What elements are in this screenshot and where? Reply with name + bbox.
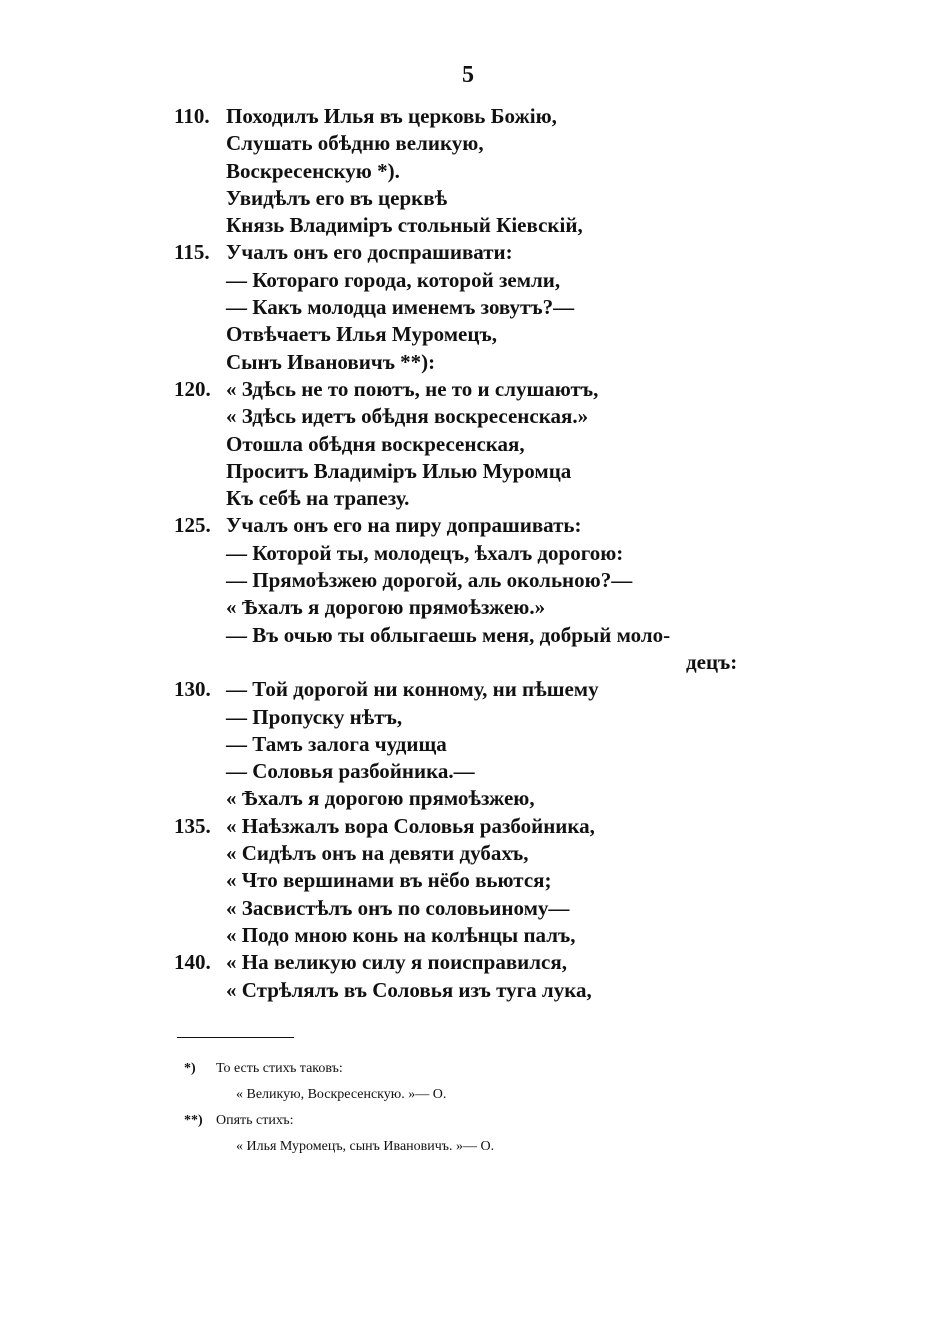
verse-text: « Что вершинами въ нёбо вьются; bbox=[226, 868, 552, 893]
verse-text: « Наѣзжалъ вора Соловья разбойника, bbox=[226, 813, 595, 838]
verse-line bbox=[0, 785, 936, 812]
verse-text: « Здѣсь идетъ обѣдня воскресенская.» bbox=[226, 404, 589, 429]
verse-text: « Ѣхалъ я дорогою прямоѣзжею.» bbox=[226, 595, 546, 620]
verse-line bbox=[0, 103, 936, 130]
footnote-rule bbox=[177, 1037, 294, 1038]
verse-line bbox=[0, 977, 936, 1004]
verse-number: 130. bbox=[174, 677, 211, 702]
verse-text: Учалъ онъ его доспрашивати: bbox=[226, 240, 513, 265]
verse-line bbox=[0, 922, 936, 949]
verse-line bbox=[0, 895, 936, 922]
verse-line bbox=[0, 540, 936, 567]
verse-line bbox=[0, 185, 936, 212]
verse-text: « Сидѣлъ онъ на девяти дубахъ, bbox=[226, 841, 529, 866]
footnote-2-label: Опять стихъ: bbox=[216, 1113, 294, 1128]
footnote-1-mark: *) bbox=[184, 1061, 196, 1076]
verse-line bbox=[0, 349, 936, 376]
verse-line bbox=[0, 949, 936, 976]
verse-text: — Соловья разбойника.— bbox=[226, 759, 475, 784]
verse-line bbox=[0, 485, 936, 512]
verse-text: Слушать обѣдню великую, bbox=[226, 131, 484, 156]
verse-text: Сынъ Ивановичъ **): bbox=[226, 349, 436, 374]
verse-line bbox=[0, 431, 936, 458]
verse-number: 110. bbox=[174, 104, 210, 128]
verse-line bbox=[0, 321, 936, 348]
verse-text: Походилъ Илья въ церковь Божію, bbox=[226, 104, 557, 128]
verse-text: « Подо мною конь на колѣнцы палъ, bbox=[226, 922, 576, 947]
verse-line bbox=[0, 376, 936, 403]
footnote-2-label-line bbox=[0, 1108, 936, 1134]
verse-line bbox=[0, 758, 936, 785]
verse-number: 135. bbox=[174, 813, 211, 838]
footnote-2-quote: « Илья Муромецъ, сынъ Ивановичъ. »— О. bbox=[236, 1139, 495, 1154]
verse-line bbox=[0, 267, 936, 294]
verse-number: 120. bbox=[174, 376, 211, 401]
verse-text: « Ѣхалъ я дорогою прямоѣзжею, bbox=[226, 786, 535, 811]
verse-text: — Въ очью ты облыгаешь меня, добрый моло- bbox=[226, 622, 671, 647]
verse-line bbox=[0, 239, 936, 266]
verse-line bbox=[0, 649, 936, 676]
footnote-2-quote-line bbox=[0, 1134, 936, 1160]
verse-text: Проситъ Владиміръ Илью Муромца bbox=[226, 458, 572, 483]
footnote-1-label: То есть стихъ таковъ: bbox=[216, 1061, 343, 1076]
page-number: 5 bbox=[462, 62, 474, 88]
verse-line bbox=[0, 840, 936, 867]
verse-text: Отошла обѣдня воскресенская, bbox=[226, 431, 525, 456]
verse-line bbox=[0, 813, 936, 840]
verse-text: — Котораго города, которой земли, bbox=[226, 267, 561, 292]
footnote-1-quote: « Великую, Воскресенскую. »— О. bbox=[236, 1087, 447, 1102]
verse-line bbox=[0, 158, 936, 185]
verse-line bbox=[0, 594, 936, 621]
verse-line bbox=[0, 867, 936, 894]
verse-text: — Тамъ залога чудища bbox=[226, 731, 447, 756]
verse-number: 125. bbox=[174, 513, 211, 538]
footnote-1-quote-line bbox=[0, 1082, 936, 1108]
verse-text: — Пропуску нѣтъ, bbox=[226, 704, 403, 729]
verse-number: 115. bbox=[174, 240, 210, 265]
verse-line bbox=[0, 512, 936, 539]
verse-text: — Прямоѣзжею дорогой, аль окольною?— bbox=[226, 568, 633, 593]
verse-text: — Которой ты, молодецъ, ѣхалъ дорогою: bbox=[226, 540, 624, 565]
verse-line bbox=[0, 403, 936, 430]
footnote-2-mark: **) bbox=[184, 1113, 203, 1128]
verse-text: Воскресенскую *). bbox=[226, 158, 400, 183]
verse-text: Учалъ онъ его на пиру допрашивать: bbox=[226, 513, 582, 538]
verse-line bbox=[0, 458, 936, 485]
verse-text: Князь Владиміръ стольный Кіевскій, bbox=[226, 213, 583, 238]
verse-text: Къ себѣ на трапезу. bbox=[226, 486, 410, 511]
verse-text: « На великую силу я поисправился, bbox=[226, 950, 567, 975]
verse-text: Отвѣчаетъ Илья Муромецъ, bbox=[226, 322, 497, 347]
verse-text: децъ: bbox=[686, 649, 738, 674]
verse-line bbox=[0, 212, 936, 239]
verse-line bbox=[0, 130, 936, 157]
verse-text: — Той дорогой ни конному, ни пѣшему bbox=[226, 677, 599, 702]
verse-line bbox=[0, 294, 936, 321]
verse-block bbox=[0, 103, 936, 1004]
verse-number: 140. bbox=[174, 950, 211, 975]
footnotes bbox=[0, 1056, 936, 1160]
footnote-1-label-line bbox=[0, 1056, 936, 1082]
verse-line bbox=[0, 567, 936, 594]
verse-text: « Здѣсь не то поютъ, не то и слушаютъ, bbox=[226, 376, 599, 401]
verse-line bbox=[0, 676, 936, 703]
verse-text: Увидѣлъ его въ церквѣ bbox=[226, 185, 448, 210]
verse-text: — Какъ молодца именемъ зовутъ?— bbox=[226, 295, 575, 320]
verse-line bbox=[0, 704, 936, 731]
verse-line bbox=[0, 731, 936, 758]
verse-text: « Стрѣлялъ въ Соловья изъ туга лука, bbox=[226, 977, 592, 1002]
verse-text: « Засвистѣлъ онъ по соловьиному— bbox=[226, 895, 570, 920]
verse-line bbox=[0, 622, 936, 649]
